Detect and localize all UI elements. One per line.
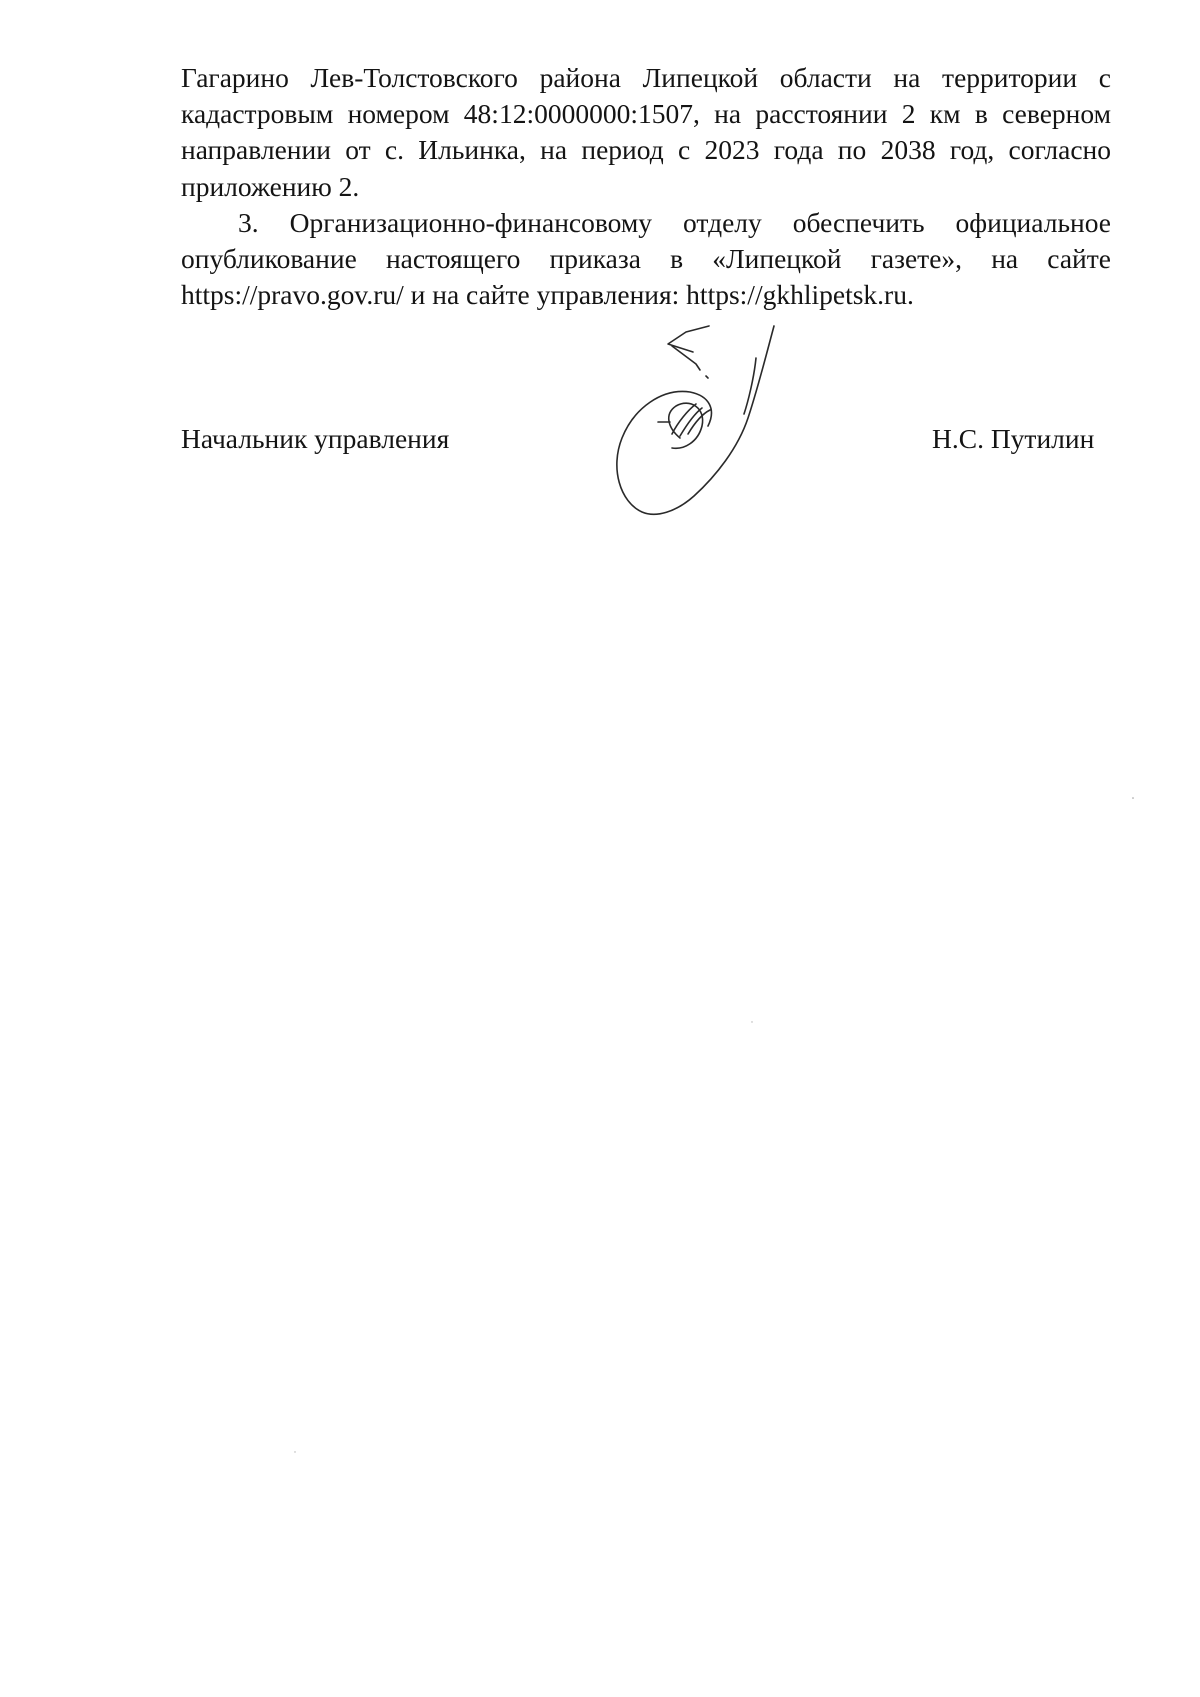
signer-name: Н.С. Путилин [932, 423, 1095, 454]
handwritten-signature [598, 318, 818, 530]
position-title: Начальник управления [181, 423, 450, 454]
paragraph-continuation: Гагарино Лев-Толстовского района Липецкой области на территории с кадастровым номером 48:12:0000000:1507, на расстоянии 2 км в северном направлении от с. Ильинка, на период с 2023 года по 2038 год, согласно приложению 2. [181, 62, 1111, 202]
paragraph-item-3: 3. Организационно-финансовому отделу обеспечить официальное опубликование настоящего приказа в «Липецкой газете», на сайте https://pravo.gov.ru/ и на сайте управления: https://gkhlipetsk.ru. [181, 206, 1111, 311]
signature-block [0, 0, 1200, 560]
